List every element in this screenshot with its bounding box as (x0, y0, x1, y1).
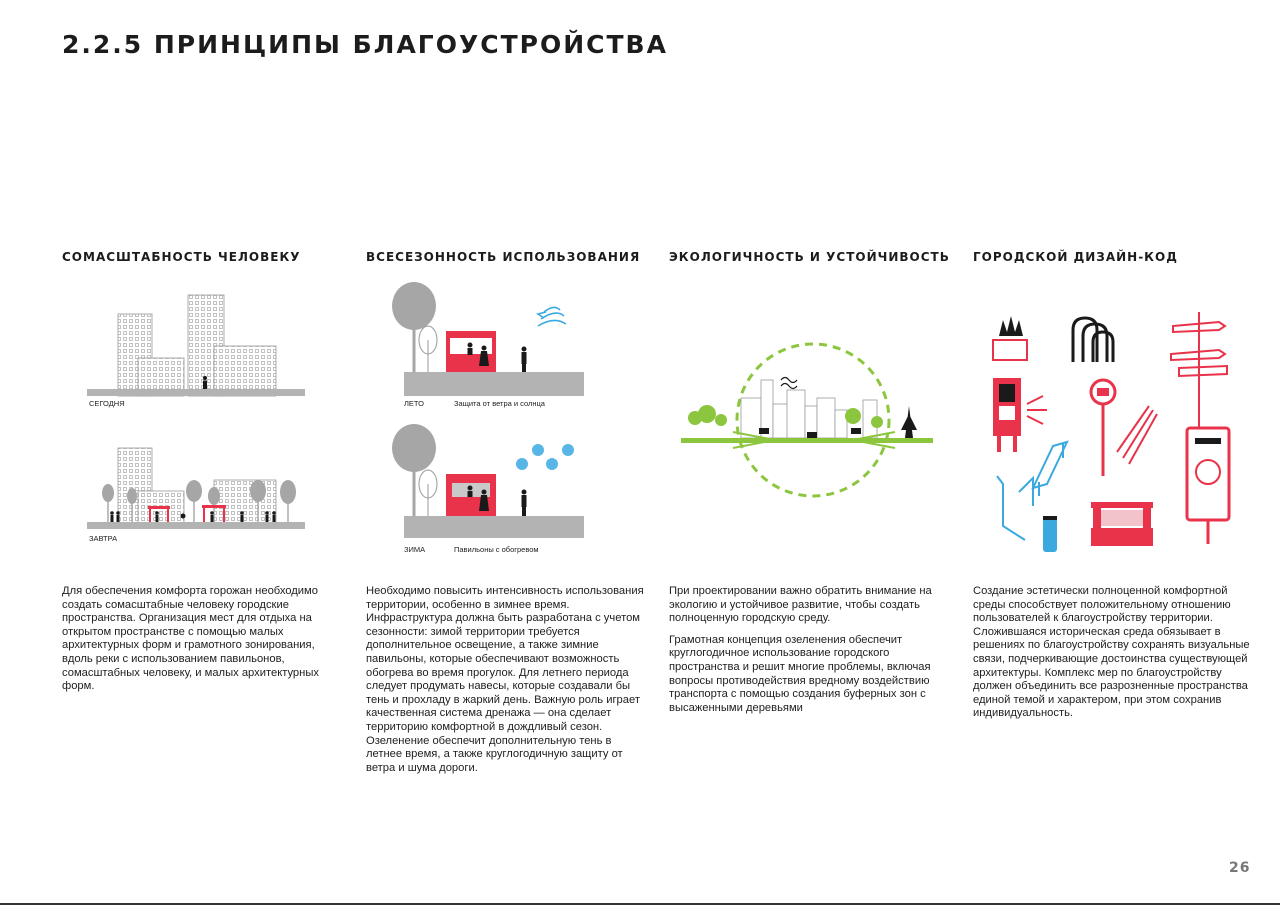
column-heading: ЭКОЛОГИЧНОСТЬ И УСТОЙЧИВОСТЬ (669, 250, 950, 264)
column-text (973, 585, 1255, 729)
column-heading: СОМАСШТАБНОСТЬ ЧЕЛОВЕКУ (62, 250, 301, 264)
snowflake-icons (516, 444, 574, 470)
smoke-icon (781, 378, 797, 389)
paragraph: Создание эстетически полноценной комфортной среды способствует положительному отношению пользователей к благоустройству территории. Сложившаяся историческая среда обязывает в решениях по благоустройству сохранять визуальные связи, подчеркивающие достоинства существующей архитектуры. Комплекс мер по благоустройству должен объединить все разрозненные пространства единой темой и характером, при этом сохранив индивидуальность. (973, 585, 1250, 720)
bus-stop-sign-icon (1091, 380, 1115, 476)
tomorrow-scene (87, 448, 305, 529)
column-text (669, 585, 951, 723)
human-scale-illustration (62, 288, 344, 548)
street-light-icon (1117, 406, 1157, 464)
column-heading: ГОРОДСКОЙ ДИЗАЙН-КОД (973, 250, 1178, 264)
column-all-season (366, 250, 648, 774)
page-title: 2.2.5 ПРИНЦИПЫ БЛАГОУСТРОЙСТВА (62, 30, 668, 59)
bike-rack-icon (1073, 318, 1113, 362)
paragraph: Необходимо повысить интенсивность использования территории, особенно в зимнее время. Инфраструктура должна быть разработана с учетом сезонности: зимой территории требуется дополнительное освещение, а также зимние павильоны, которые обеспечивают возможность обогрева во время прогулок. Для летнего периода следует продумать навесы, которые создавали бы тень и прохладу в жаркий день. Важную роль играет качественная система дренажа — она сделает территорию комфортной в дождливый сезон. Озеленение обеспечит дополнительную тень в летнее время, а также круглогодичную защиту от ветра и шума дороги. (366, 585, 644, 774)
column-human-scale (62, 250, 344, 693)
caption-tomorrow: ЗАВТРА (89, 534, 118, 543)
design-code-illustration (973, 306, 1255, 556)
caption-today: СЕГОДНЯ (89, 399, 125, 408)
trash-bin-icon (1043, 516, 1057, 552)
pavilion-icon (1091, 502, 1153, 546)
all-season-illustration (366, 278, 648, 538)
caption-winter: ЗИМА (404, 545, 426, 554)
column-text (366, 585, 648, 783)
person-icon (203, 376, 207, 389)
wind-icon (538, 307, 566, 326)
caption-summer-desc: Защита от ветра и солнца (454, 399, 545, 408)
city-screen-icon (1187, 428, 1229, 544)
paragraph: При проектировании важно обратить внимание на экологию и устойчивое развитие, чтобы создать полноценную городскую среду. (669, 585, 932, 625)
winter-scene (392, 424, 584, 538)
info-kiosk-icon (993, 378, 1047, 452)
paragraph: Грамотная концепция озеленения обеспечит круглогодичное использование городского пространства и решит многие проблемы, включая вопросы противодействия вредному воздействию транспорта с помощью создания буферных зон с высаженными деревьями (669, 633, 931, 714)
ecology-illustration (669, 340, 951, 510)
today-scene (87, 295, 305, 396)
caption-summer: ЛЕТО (404, 399, 425, 408)
page-number: 26 (1229, 860, 1251, 876)
column-design-code (973, 250, 1255, 720)
summer-scene (392, 282, 584, 396)
column-text (62, 585, 344, 702)
caption-winter-desc: Павильоны с обогревом (454, 545, 539, 554)
paragraph: Для обеспечения комфорта горожан необходимо создать сомасштабные человеку городские пространства. Организация мест для отдыха на открытом пространстве с помощью малых архитектурных форм и грамотного зонирования, вдоль реки с использованием павильонов, сомасштабных человеку, и малых архитектурных форм. (62, 585, 319, 693)
column-heading: ВСЕСЕЗОННОСТЬ ИСПОЛЬЗОВАНИЯ (366, 250, 641, 264)
plant-pot-icon (993, 316, 1027, 360)
column-ecology (669, 250, 951, 714)
